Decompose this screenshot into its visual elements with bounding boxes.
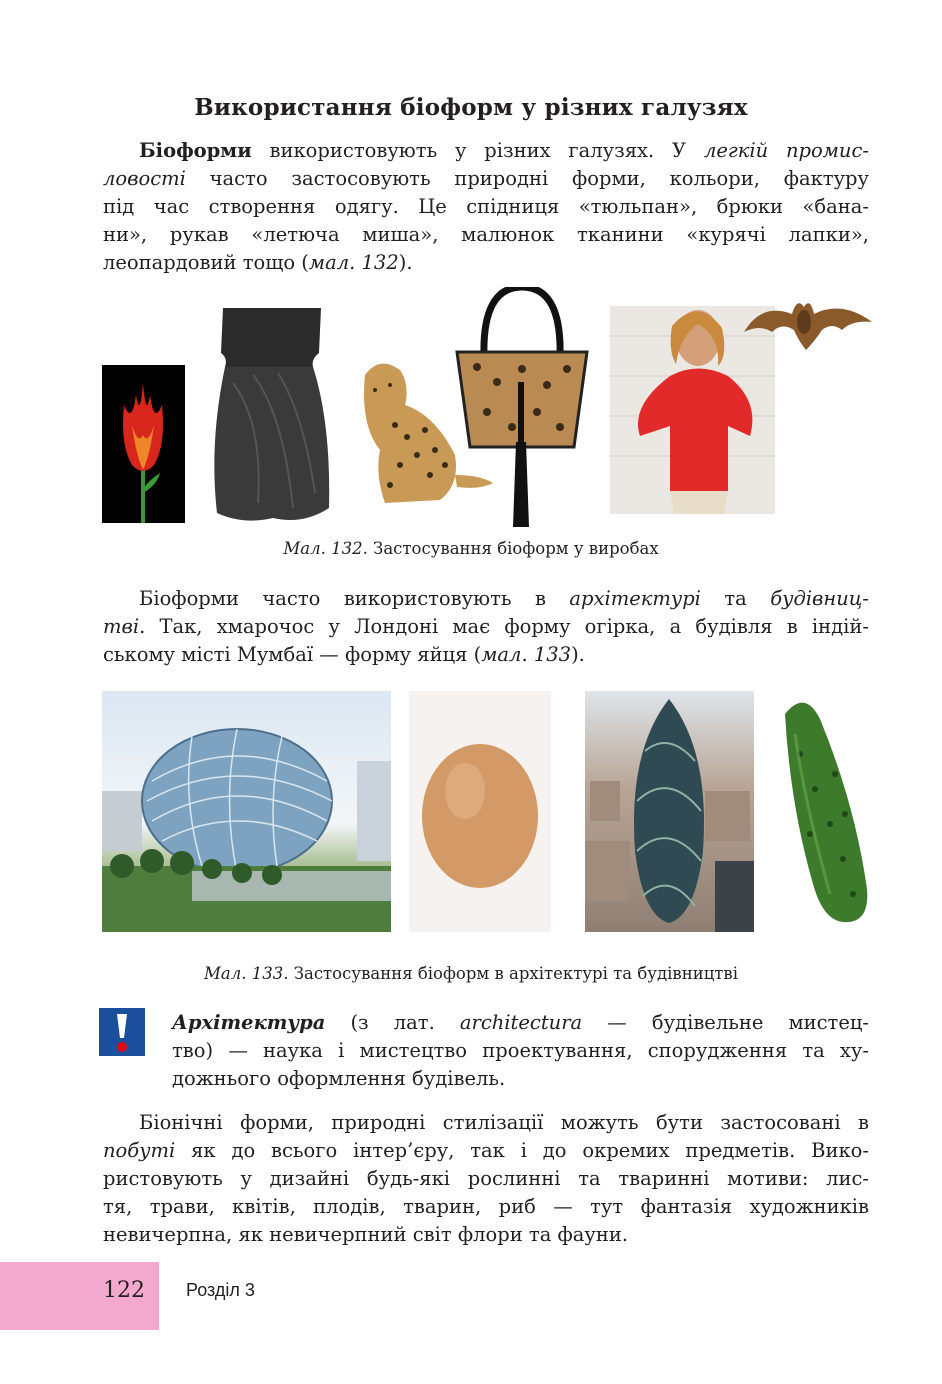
tulip-image bbox=[102, 365, 185, 523]
definition-term: Архітектура bbox=[172, 1011, 326, 1034]
gherkin-building-image bbox=[585, 691, 754, 932]
exclamation-note-icon bbox=[99, 1008, 145, 1056]
paragraph-textile: Біоформи використовують у різних галузях. У легкій промис- ловості часто застосовують природні форми, кольори, фактуру під час створення одягу. Це спідниця «тюльпан», брюки «бана- ни», рукав «летюча миша», малюнок тканини «курячі лапки», леопардовий тощо (мал. 132). bbox=[103, 139, 870, 274]
figure-133-caption: Мал. 133. Застосування біоформ в архітектурі та будівництві bbox=[203, 964, 738, 983]
egg-image bbox=[409, 691, 551, 932]
leopard-bag-image bbox=[452, 287, 592, 527]
bold-term-bioforms: Біоформи bbox=[139, 139, 252, 162]
definition-architecture: Архітектура (з лат. architectura — будівельне мистец- тво) — наука і мистецтво проектування, спорудження та ху- дожнього оформлення будівель. bbox=[172, 1011, 870, 1090]
paragraph-everyday-life: Біонічні форми, природні стилізації можуть бути застосовані в побуті як до всього інтер’єру, так і до окремих предметів. Вико- ристовують у дизайні будь-які рослинні та тваринні мотиви: лис- тя, трави, квітів, плодів, тварин, риб — тут фантазія художників невичерпна, як невичерпний світ флори та фауни. bbox=[103, 1111, 869, 1246]
egg-building-image bbox=[102, 691, 391, 932]
paragraph-architecture: Біоформи часто використовують в архітектурі та будівниц- тві. Так, хмарочос у Лондоні має форму огірка, а будівля в індій- ському місті Мумбаї — форму яйця (мал. 133). bbox=[103, 587, 870, 666]
bat-image bbox=[742, 292, 874, 354]
section-heading: Використання біоформ у різних галузях bbox=[194, 94, 748, 121]
skirt-image bbox=[203, 303, 338, 525]
figure-132-caption: Мал. 132. Застосування біоформ у виробах bbox=[283, 539, 659, 558]
page-number: 122 bbox=[103, 1278, 145, 1303]
cucumber-image bbox=[775, 694, 871, 926]
section-label: Розділ 3 bbox=[186, 1280, 255, 1300]
